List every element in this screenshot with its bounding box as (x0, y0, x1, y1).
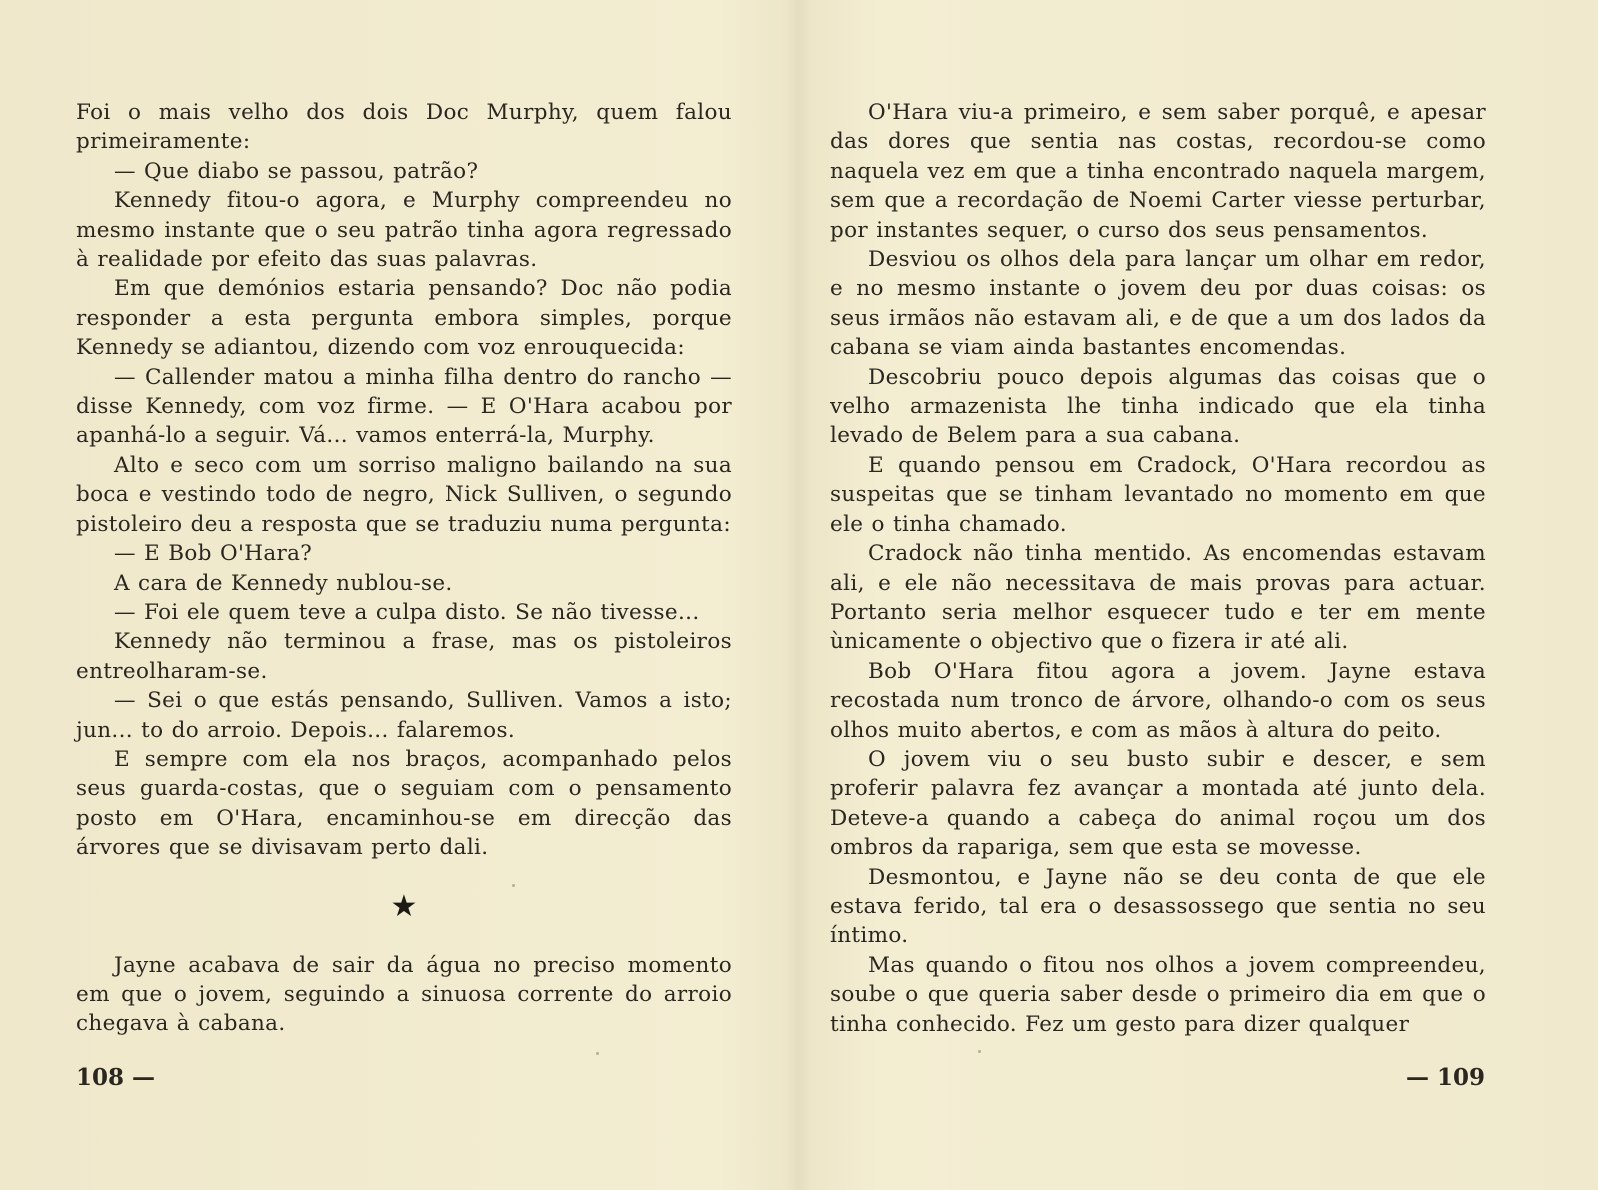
paragraph: Desviou os olhos dela para lançar um olhar em redor, e no mesmo instante o jovem deu por duas coisas: os seus irmãos não estavam ali, e de que a um dos lados da cabana se viam ainda bastantes encomendas. (830, 247, 1486, 361)
paragraph: Em que demónios estaria pensando? Doc não podia responder a esta pergunta embora simples, porque Kennedy se adiantou, dizendo com voz enrouquecida: (76, 276, 732, 361)
paragraph: Mas quando o fitou nos olhos a jovem compreendeu, soube o que queria saber desde o primeiro dia em que o tinha conhecido. Fez um gesto para dizer qualquer (830, 952, 1486, 1037)
page-number-right: — 109 (1406, 1064, 1486, 1091)
paragraph: Foi o mais velho dos dois Doc Murphy, quem falou primeiramente: (76, 100, 732, 155)
star-icon: ★ (390, 889, 418, 925)
paragraph: E quando pensou em Cradock, O'Hara recordou as suspeitas que se tinham levantado no momento em que ele o tinha chamado. (830, 452, 1486, 537)
page-number-left: 108 — (76, 1064, 156, 1091)
section-separator (76, 863, 732, 951)
paragraph: Bob O'Hara fitou agora a jovem. Jayne estava recostada num tronco de árvore, olhando-o com os seus olhos muito abertos, e com as mãos à altura do peito. (830, 658, 1486, 743)
paragraph: O jovem viu o seu busto subir e descer, e sem proferir palavra fez avançar a montada até junto dela. Deteve-a quando a cabeça do animal roçou um dos ombros da rapariga, sem que esta se movesse. (830, 746, 1486, 861)
paragraph: Kennedy não terminou a frase, mas os pistoleiros entreolharam-se. (76, 629, 732, 684)
page-gutter (786, 0, 812, 1190)
paragraph: — Foi ele quem teve a culpa disto. Se não tivesse... (114, 599, 700, 625)
paragraph: Jayne acabava de sair da água no preciso momento em que o jovem, seguindo a sinuosa corrente do arroio chegava à cabana. (76, 952, 732, 1037)
paragraph: O'Hara viu-a primeiro, e sem saber porquê, e apesar das dores que sentia nas costas, recordou-se como naquela vez em que a tinha encontrado naquela margem, sem que a recordação de Noemi Carter viesse perturbar, por instantes sequer, o curso dos seus pensamentos. (830, 100, 1486, 243)
paper-speck (978, 1050, 981, 1053)
paragraph: — E Bob O'Hara? (114, 541, 313, 567)
right-page (830, 98, 1486, 1039)
paragraph: Kennedy fitou-o agora, e Murphy compreendeu no mesmo instante que o seu patrão tinha agora regressado à realidade por efeito das suas palavras. (76, 188, 732, 273)
paragraph: Alto e seco com um sorriso maligno bailando na sua boca e vestindo todo de negro, Nick Sulliven, o segundo pistoleiro deu a resposta que se traduziu numa pergunta: (76, 452, 732, 537)
paragraph: A cara de Kennedy nublou-se. (114, 570, 453, 596)
paragraph: E sempre com ela nos braços, acompanhado pelos seus guarda-costas, que o seguiam com o pensamento posto em O'Hara, encaminhou-se em direcção das árvores que se divisavam perto dali. (76, 746, 732, 861)
paragraph: — Que diabo se passou, patrão? (114, 158, 479, 184)
paper-speck (596, 1052, 599, 1055)
paragraph: Desmontou, e Jayne não se deu conta de que ele estava ferido, tal era o desassossego que sentia no seu íntimo. (830, 864, 1486, 949)
left-page (76, 98, 732, 1039)
paragraph: Cradock não tinha mentido. As encomendas estavam ali, e ele não necessitava de mais provas para actuar. Portanto seria melhor esquecer tudo e ter em mente ùnicamente o objectivo que o fizera ir até ali. (830, 541, 1486, 655)
paragraph: — Callender matou a minha filha dentro do rancho — disse Kennedy, com voz firme. — E O'Hara acabou por apanhá-lo a seguir. Vá... vamos enterrá-la, Murphy. (76, 364, 732, 449)
paragraph: Descobriu pouco depois algumas das coisas que o velho armazenista lhe tinha indicado que ela tinha levado de Belem para a sua cabana. (830, 364, 1486, 449)
paragraph: — Sei o que estás pensando, Sulliven. Vamos a isto; jun... to do arroio. Depois... falaremos. (76, 688, 732, 743)
